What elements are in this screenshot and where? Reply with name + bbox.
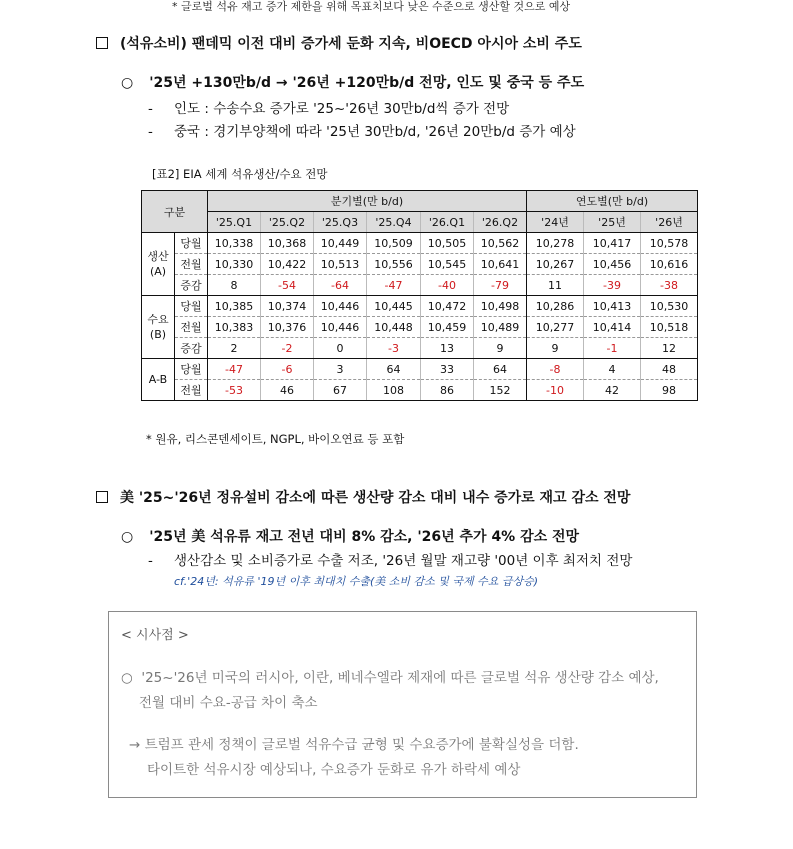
column-header: '25.Q2 bbox=[261, 212, 314, 233]
circle-bullet-icon: ○ bbox=[121, 529, 134, 545]
table-cell: 10,330 bbox=[208, 254, 261, 275]
table-cell: 10,446 bbox=[314, 317, 367, 338]
implications-title: < 시사점 > bbox=[121, 628, 189, 643]
table-cell: 86 bbox=[421, 380, 474, 401]
implication-1-line1: '25~'26년 미국의 러시아, 이란, 베네수엘라 제재에 따른 글로벌 석유 생산량 감소 예상, bbox=[141, 670, 659, 686]
row-group-sub: (A) bbox=[149, 265, 167, 278]
row-group-name: A-B bbox=[148, 372, 168, 386]
dash-icon: - bbox=[148, 553, 153, 569]
implication-2-line1: → 트럼프 관세 정책이 글로벌 석유수급 균형 및 수요증가에 불확실성을 더함. bbox=[129, 737, 579, 753]
column-header: '25.Q3 bbox=[314, 212, 367, 233]
column-header: '25.Q1 bbox=[208, 212, 261, 233]
checkbox-square-icon bbox=[96, 37, 108, 49]
table-cell: -79 bbox=[474, 275, 527, 296]
row-group-name: 수요 bbox=[147, 312, 169, 326]
table-row bbox=[142, 296, 698, 317]
table-cell: 10,376 bbox=[261, 317, 314, 338]
table-corner-header: 구분 bbox=[142, 191, 208, 233]
table-cell: 12 bbox=[641, 338, 698, 359]
table-cell: 10,578 bbox=[641, 233, 698, 254]
table-cell: 46 bbox=[261, 380, 314, 401]
section2-heading bbox=[96, 487, 630, 507]
table-cell: 64 bbox=[474, 359, 527, 380]
table-cell: 10,459 bbox=[421, 317, 474, 338]
column-header: '26.Q1 bbox=[421, 212, 474, 233]
table-cell: 10,616 bbox=[641, 254, 698, 275]
circle-bullet-icon: ○ bbox=[121, 75, 134, 91]
table-cell: 0 bbox=[314, 338, 367, 359]
table-cell: 10,513 bbox=[314, 254, 367, 275]
dash-icon: - bbox=[148, 101, 153, 117]
row-label: 증감 bbox=[175, 275, 208, 296]
table-cell: -1 bbox=[584, 338, 641, 359]
section1-sub1 bbox=[148, 97, 509, 117]
table-cell: -47 bbox=[367, 275, 421, 296]
column-header: '26.Q2 bbox=[474, 212, 527, 233]
row-label: 전월 bbox=[175, 317, 208, 338]
table-cell: 4 bbox=[584, 359, 641, 380]
table-cell: -2 bbox=[261, 338, 314, 359]
column-header: '25년 bbox=[584, 212, 641, 233]
table-cell: 8 bbox=[208, 275, 261, 296]
table-cell: 10,286 bbox=[527, 296, 584, 317]
table-cell: 10,498 bbox=[474, 296, 527, 317]
table-cell: 11 bbox=[527, 275, 584, 296]
implications-box bbox=[108, 611, 697, 798]
table-cell: 108 bbox=[367, 380, 421, 401]
table-cell: 42 bbox=[584, 380, 641, 401]
table-cell: 10,556 bbox=[367, 254, 421, 275]
section2-cf-note: cf.'24년: 석유류 '19년 이후 최대치 수출(美 소비 감소 및 국제 수요 급상승) bbox=[174, 575, 539, 588]
row-group-label bbox=[142, 296, 175, 359]
column-header: '26년 bbox=[641, 212, 698, 233]
table-cell: 10,385 bbox=[208, 296, 261, 317]
row-label: 전월 bbox=[175, 254, 208, 275]
table-cell: -40 bbox=[421, 275, 474, 296]
section1-bullet-text: '25년 +130만b/d → '26년 +120만b/d 전망, 인도 및 중국 등 주도 bbox=[149, 75, 585, 91]
table-cell: -6 bbox=[261, 359, 314, 380]
implication-1-line2: 전월 대비 수요-공급 차이 축소 bbox=[139, 695, 318, 711]
table-cell: -64 bbox=[314, 275, 367, 296]
table-cell: 10,562 bbox=[474, 233, 527, 254]
table-cell: 10,417 bbox=[584, 233, 641, 254]
row-label: 증감 bbox=[175, 338, 208, 359]
table-cell: 9 bbox=[527, 338, 584, 359]
section2-sub1 bbox=[148, 549, 632, 569]
table-cell: 10,505 bbox=[421, 233, 474, 254]
table-cell: -47 bbox=[208, 359, 261, 380]
table-cell: 10,545 bbox=[421, 254, 474, 275]
table-cell: 10,449 bbox=[314, 233, 367, 254]
table-footnote: * 원유, 리스콘덴세이트, NGPL, 바이오연료 등 포함 bbox=[146, 432, 405, 446]
table-cell: 10,383 bbox=[208, 317, 261, 338]
table-caption: [표2] EIA 세계 석유생산/수요 전망 bbox=[152, 167, 328, 181]
table-cell: 152 bbox=[474, 380, 527, 401]
table-row bbox=[142, 380, 698, 401]
table-cell: 10,338 bbox=[208, 233, 261, 254]
section1-heading bbox=[96, 33, 582, 53]
table-cell: 10,456 bbox=[584, 254, 641, 275]
table-cell: 10,277 bbox=[527, 317, 584, 338]
table-cell: 10,414 bbox=[584, 317, 641, 338]
table-cell: 10,448 bbox=[367, 317, 421, 338]
table-row bbox=[142, 359, 698, 380]
table-cell: 3 bbox=[314, 359, 367, 380]
section1-title: (석유소비) 팬데믹 이전 대비 증가세 둔화 지속, 비OECD 아시아 소비 주도 bbox=[120, 36, 582, 52]
table-cell: 10,489 bbox=[474, 317, 527, 338]
table-cell: 10,446 bbox=[314, 296, 367, 317]
table-cell: 10,445 bbox=[367, 296, 421, 317]
table-cell: -3 bbox=[367, 338, 421, 359]
table-cell: 98 bbox=[641, 380, 698, 401]
table-cell: 10,530 bbox=[641, 296, 698, 317]
table-cell: 10,472 bbox=[421, 296, 474, 317]
row-label: 당월 bbox=[175, 359, 208, 380]
table-cell: 33 bbox=[421, 359, 474, 380]
table-cell: 10,374 bbox=[261, 296, 314, 317]
section1-sub2-text: 중국 : 경기부양책에 따라 '25년 30만b/d, '26년 20만b/d 증가 예상 bbox=[174, 124, 576, 140]
table-cell: 2 bbox=[208, 338, 261, 359]
table-header-row bbox=[142, 191, 698, 212]
eia-table bbox=[141, 190, 698, 401]
table-cell: 64 bbox=[367, 359, 421, 380]
table-cell: 48 bbox=[641, 359, 698, 380]
row-label: 당월 bbox=[175, 296, 208, 317]
section2-bullet-text: '25년 美 석유류 재고 전년 대비 8% 감소, '26년 추가 4% 감소 전망 bbox=[149, 529, 580, 545]
header-annual: 연도별(만 b/d) bbox=[527, 191, 698, 212]
row-group-label bbox=[142, 359, 175, 401]
section1-bullet bbox=[121, 72, 584, 92]
row-group-sub: (B) bbox=[149, 328, 167, 341]
table-cell: -54 bbox=[261, 275, 314, 296]
row-label: 전월 bbox=[175, 380, 208, 401]
table-cell: 10,413 bbox=[584, 296, 641, 317]
table-cell: 67 bbox=[314, 380, 367, 401]
table-cell: -10 bbox=[527, 380, 584, 401]
implication-1 bbox=[121, 666, 659, 686]
implication-2-line2: 타이트한 석유시장 예상되나, 수요증가 둔화로 유가 하락세 예상 bbox=[147, 762, 521, 778]
section2-bullet bbox=[121, 526, 579, 546]
section2-title: 美 '25~'26년 정유설비 감소에 따른 생산량 감소 대비 내수 증가로 재고 감소 전망 bbox=[120, 490, 631, 506]
table-cell: 10,368 bbox=[261, 233, 314, 254]
top-footnote: * 글로벌 석유 재고 증가 제한을 위해 목표치보다 낮은 수준으로 생산할 것으로 예상 bbox=[172, 0, 571, 13]
table-row bbox=[142, 275, 698, 296]
table-header-row bbox=[142, 212, 698, 233]
table-cell: -39 bbox=[584, 275, 641, 296]
dash-icon: - bbox=[148, 124, 153, 140]
header-quarterly: 분기별(만 b/d) bbox=[208, 191, 527, 212]
table-cell: 10,278 bbox=[527, 233, 584, 254]
table-cell: -53 bbox=[208, 380, 261, 401]
table-row bbox=[142, 233, 698, 254]
table-row bbox=[142, 338, 698, 359]
row-label: 당월 bbox=[175, 233, 208, 254]
table-cell: -38 bbox=[641, 275, 698, 296]
table-cell: 10,509 bbox=[367, 233, 421, 254]
table-row bbox=[142, 254, 698, 275]
table-cell: -8 bbox=[527, 359, 584, 380]
section1-sub2 bbox=[148, 120, 576, 140]
section1-sub1-text: 인도 : 수송수요 증가로 '25~'26년 30만b/d씩 증가 전망 bbox=[174, 101, 510, 117]
row-group-name: 생산 bbox=[147, 249, 169, 263]
table-cell: 10,267 bbox=[527, 254, 584, 275]
table-cell: 10,518 bbox=[641, 317, 698, 338]
table-cell: 13 bbox=[421, 338, 474, 359]
table-row bbox=[142, 317, 698, 338]
table-cell: 9 bbox=[474, 338, 527, 359]
row-group-label bbox=[142, 233, 175, 296]
checkbox-square-icon bbox=[96, 491, 108, 503]
section2-sub1-text: 생산감소 및 소비증가로 수출 저조, '26년 월말 재고량 '00년 이후 최저치 전망 bbox=[174, 553, 633, 569]
table-cell: 10,641 bbox=[474, 254, 527, 275]
column-header: '24년 bbox=[527, 212, 584, 233]
table-cell: 10,422 bbox=[261, 254, 314, 275]
circle-bullet-icon: ○ bbox=[121, 670, 133, 686]
column-header: '25.Q4 bbox=[367, 212, 421, 233]
